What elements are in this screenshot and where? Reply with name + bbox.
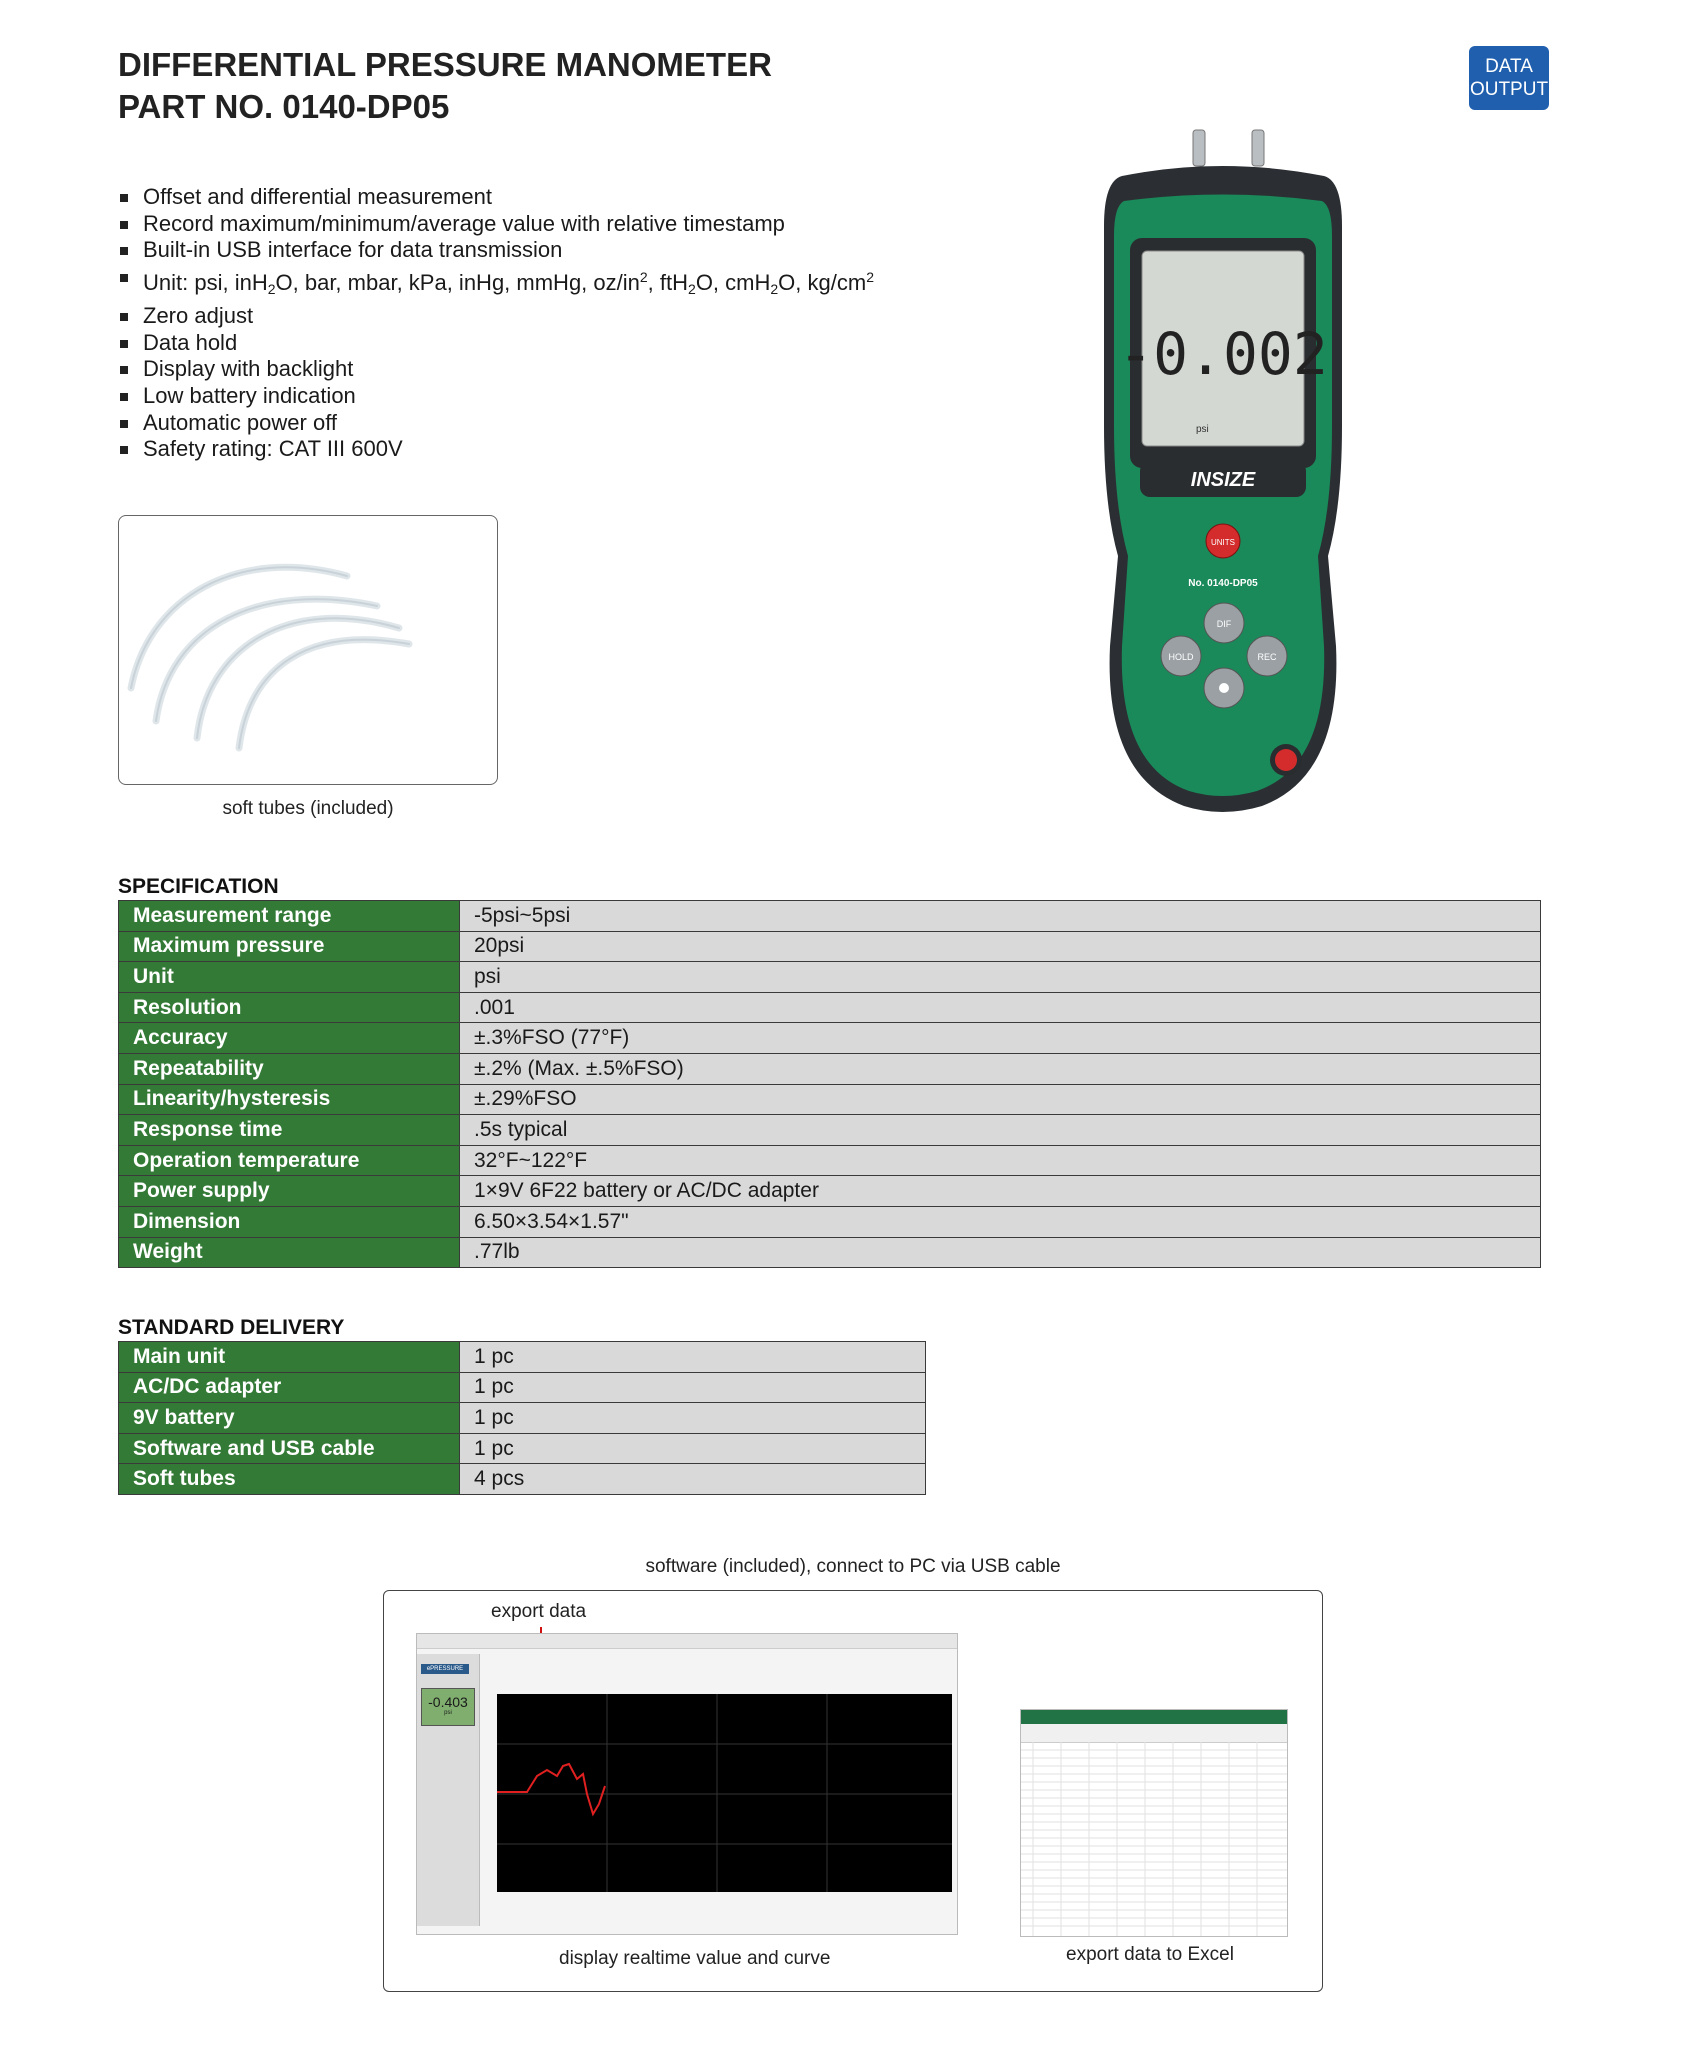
- badge-line-2: OUTPUT: [1469, 79, 1549, 100]
- specification-key: Maximum pressure: [119, 931, 460, 962]
- device-display-value: -0.002: [1118, 320, 1328, 388]
- delivery-heading: STANDARD DELIVERY: [118, 1316, 345, 1339]
- feature-item: Data hold: [118, 330, 874, 357]
- specification-table: [118, 900, 1541, 1268]
- specification-key: Unit: [119, 962, 460, 993]
- delivery-value: 1 pc: [460, 1342, 926, 1373]
- excel-screenshot: [1020, 1709, 1288, 1937]
- feature-item: Offset and differential measurement: [118, 184, 874, 211]
- rec-button-label: REC: [1257, 652, 1277, 662]
- feature-item: Built-in USB interface for data transmission: [118, 237, 874, 264]
- specification-row: [119, 992, 1541, 1023]
- specification-value: -5psi~5psi: [460, 901, 1541, 932]
- backlight-icon: [1219, 683, 1229, 693]
- badge-line-1: DATA: [1485, 56, 1533, 77]
- realtime-caption: display realtime value and curve: [559, 1948, 831, 1969]
- delivery-key: Software and USB cable: [119, 1433, 460, 1464]
- dif-button-label: DIF: [1216, 619, 1232, 629]
- export-data-label: export data: [491, 1601, 587, 1622]
- feature-item: Record maximum/minimum/average value with relative timestamp: [118, 211, 874, 238]
- device-illustration: [1092, 126, 1354, 816]
- delivery-key: AC/DC adapter: [119, 1372, 460, 1403]
- excel-grid: [1021, 1742, 1287, 1936]
- feature-list: [118, 184, 874, 463]
- page-title: [118, 44, 772, 128]
- specification-value: ±.29%FSO: [460, 1084, 1541, 1115]
- delivery-key: 9V battery: [119, 1403, 460, 1434]
- device-display-unit: psi: [1196, 424, 1209, 435]
- specification-value: 6.50×3.54×1.57": [460, 1206, 1541, 1237]
- specification-value: psi: [460, 962, 1541, 993]
- manometer-device-image: [1092, 126, 1354, 816]
- specification-key: Linearity/hysteresis: [119, 1084, 460, 1115]
- model-label: No. 0140-DP05: [1188, 578, 1258, 589]
- software-menubar: [417, 1634, 957, 1649]
- delivery-row: [119, 1342, 926, 1373]
- software-readout-value: -0.403: [428, 1694, 468, 1710]
- software-box: [383, 1590, 1323, 1992]
- delivery-key: Soft tubes: [119, 1464, 460, 1495]
- specification-key: Resolution: [119, 992, 460, 1023]
- software-screen-title: ePRESSURE: [421, 1664, 469, 1674]
- software-caption: software (included), connect to PC via USB cable: [645, 1556, 1061, 1577]
- data-output-badge: [1469, 46, 1549, 110]
- specification-key: Response time: [119, 1115, 460, 1146]
- title-line-1: DIFFERENTIAL PRESSURE MANOMETER: [118, 46, 772, 83]
- specification-value: ±.3%FSO (77°F): [460, 1023, 1541, 1054]
- specification-key: Repeatability: [119, 1053, 460, 1084]
- specification-value: 1×9V 6F22 battery or AC/DC adapter: [460, 1176, 1541, 1207]
- delivery-value: 1 pc: [460, 1433, 926, 1464]
- specification-key: Accuracy: [119, 1023, 460, 1054]
- specification-key: Dimension: [119, 1206, 460, 1237]
- title-line-2: PART NO. 0140-DP05: [118, 88, 450, 125]
- specification-row: [119, 962, 1541, 993]
- delivery-row: [119, 1403, 926, 1434]
- excel-ribbon: [1021, 1724, 1287, 1743]
- specification-row: [119, 931, 1541, 962]
- delivery-row: [119, 1464, 926, 1495]
- specification-row: [119, 1053, 1541, 1084]
- specification-row: [119, 1237, 1541, 1268]
- specification-value: .5s typical: [460, 1115, 1541, 1146]
- software-readout: [421, 1688, 475, 1726]
- feature-item: Low battery indication: [118, 383, 874, 410]
- specification-key: Measurement range: [119, 901, 460, 932]
- feature-item: Display with backlight: [118, 356, 874, 383]
- delivery-value: 4 pcs: [460, 1464, 926, 1495]
- realtime-curve: [497, 1694, 952, 1892]
- brand-logo: INSIZE: [1190, 469, 1256, 491]
- specification-key: Power supply: [119, 1176, 460, 1207]
- feature-item: Zero adjust: [118, 303, 874, 330]
- specification-row: [119, 1084, 1541, 1115]
- delivery-row: [119, 1372, 926, 1403]
- specification-value: 20psi: [460, 931, 1541, 962]
- specification-key: Weight: [119, 1237, 460, 1268]
- units-button-label: UNITS: [1211, 538, 1235, 547]
- feature-item-units: Unit: psi, inH$_2$O, bar, mbar, kPa, inHg, mmHg, $oz/in^2$, ftH$_2$O, cmH$_2$O, $kg/cm^2$: [118, 264, 874, 303]
- specification-row: [119, 1115, 1541, 1146]
- feature-item: Safety rating: CAT III 600V: [118, 436, 874, 463]
- software-side-panel: [417, 1654, 480, 1926]
- delivery-table: [118, 1341, 926, 1495]
- delivery-row: [119, 1433, 926, 1464]
- specification-value: .77lb: [460, 1237, 1541, 1268]
- specification-value: .001: [460, 992, 1541, 1023]
- power-icon: [1275, 749, 1297, 771]
- tubes-illustration: [119, 516, 496, 783]
- excel-titlebar: [1021, 1710, 1287, 1724]
- software-chart: [497, 1694, 952, 1892]
- specification-value: 32°F~122°F: [460, 1145, 1541, 1176]
- specification-row: [119, 1023, 1541, 1054]
- specification-heading: SPECIFICATION: [118, 875, 279, 898]
- feature-item: Automatic power off: [118, 410, 874, 437]
- specification-row: [119, 901, 1541, 932]
- soft-tubes-image: [118, 515, 498, 785]
- delivery-key: Main unit: [119, 1342, 460, 1373]
- tubes-caption: soft tubes (included): [222, 798, 394, 819]
- specification-key: Operation temperature: [119, 1145, 460, 1176]
- delivery-value: 1 pc: [460, 1372, 926, 1403]
- specification-value: ±.2% (Max. ±.5%FSO): [460, 1053, 1541, 1084]
- software-readout-unit: psi: [444, 1710, 452, 1716]
- excel-caption: export data to Excel: [1066, 1944, 1234, 1965]
- software-screenshot: [416, 1633, 958, 1935]
- specification-row: [119, 1176, 1541, 1207]
- delivery-value: 1 pc: [460, 1403, 926, 1434]
- specification-row: [119, 1145, 1541, 1176]
- specification-row: [119, 1206, 1541, 1237]
- hold-button-label: HOLD: [1168, 652, 1194, 662]
